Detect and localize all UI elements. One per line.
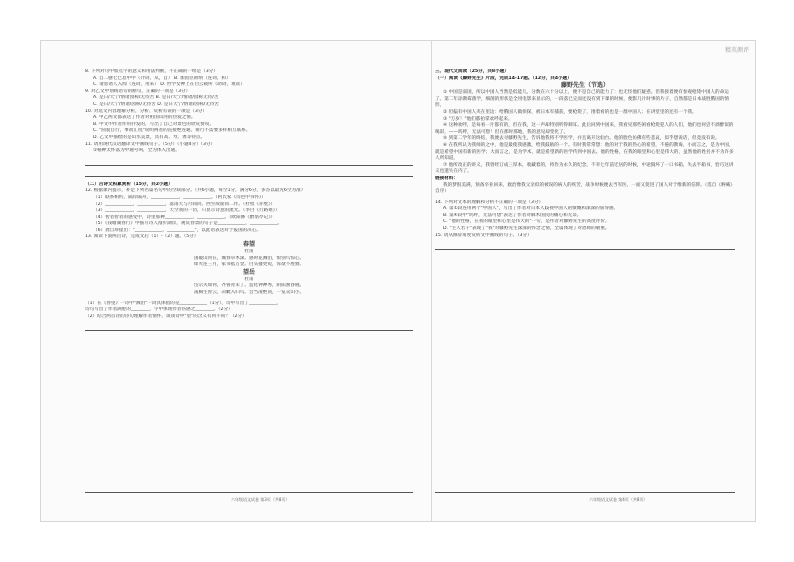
paragraph: ③ "万岁！"他们都拍掌欢呼起来。 [443, 116, 513, 122]
text-line: C. 请恕诸人入闻（连词，用来） D. 哲学女神上在白云载所（助词，难读） [93, 82, 245, 88]
answer-line[interactable] [85, 321, 413, 331]
exam-sheet [40, 40, 756, 522]
subsection-heading: （一）阅读《藤野先生》片段，完成14-17题。（12分，共4小题） [435, 75, 572, 81]
link-heading: 链接材料： [435, 175, 458, 181]
q8-q11-block [85, 69, 413, 177]
poem-line: 荡胸生曾云，决眦入归鸟。会当凌绝顶，一览众山小。 [193, 290, 305, 296]
left-page [85, 69, 413, 332]
footer-rule [85, 492, 413, 493]
text-line: D. "主人若干"表现了"我"对藤野先生深深的怀念之情，全篇体现了对恩师的敬重。 [443, 226, 610, 232]
poem-line: 国破山河在，城春草木深。感时花溅泪，恨别鸟惊心。 [193, 255, 305, 261]
text-line: C. "圆爱自行，事而汇绕"说明两者的直接绝连通。排行不需要多样相互联系。 [93, 128, 251, 134]
page-footer: 六年级语文试卷 第4页（共8页） [589, 497, 648, 502]
poem-title: 望岳 [242, 268, 255, 276]
text-line: A. 甲乙两文都表达了作者对祖国山河的热爱之情。 [93, 115, 196, 121]
paragraph: ⑤ 到第二学年的终结，我便去寻藤野先生，告诉他我将不学医学，并且离开这仙台。他的脸色仿佛有些悲哀，似乎想说话，但竟没有说。 [443, 136, 720, 142]
link-paragraph: 我的梦很美满，预备卒业回来，救治像我父亲似的被误的病人的疾苦，战争时候便去当军医，一面又促进了国人对于维新的信仰。（选自《呐喊》自序） [435, 182, 735, 195]
text-line: （4）智者智者的感受中，诗里那种____________，____________。（欧阳修《醉翁亭记》） [93, 214, 276, 220]
text-line: 12. 根据课内提示，补足下列名篇名句中的空缺部分。（共6小题，每空1分，满分6分，多答以最先6空为准） [85, 188, 306, 194]
answer-line[interactable] [85, 167, 413, 177]
text-line: 15. 请从修辞角度赏析文中画线的句子。（3分） [435, 232, 532, 238]
text-line: A. 第①段连用两个"中国人"，写出了作者对日本人歧视中国人的愤慨和深深的屈辱感。 [443, 206, 619, 212]
text-line: （2）结合两首诗的诗句理解作者情怀，谈谈诗中"望"的含义有何不同？（2分） [85, 313, 247, 319]
passage [435, 90, 735, 176]
text-line: （2）____________，____________，落雨天与月间同，西至故面同二作。（杜牧《赤壁》） [93, 201, 276, 207]
paragraph: ④ 这种欢呼，是每看一片都有的，但在我，这一声却特别听得刺耳。此后回到中国来，我看见那些闲看枪毙犯人的人们，他们也何尝不酒醉似的喝彩，——呜呼，无法可想！但在那时那地，我的意见却变化了。 [435, 123, 734, 135]
q13-intro: 13. 阅读下面两首诗，完成文后（1）-（2）题。（5分） [85, 234, 199, 240]
page-fold [431, 41, 432, 522]
section-heading: 三、现代文阅读（25分，共8小题） [435, 69, 509, 74]
poem-title: 春望 [242, 241, 255, 249]
poem-author: 杜甫 [244, 276, 254, 282]
poem-author: 杜甫 [244, 249, 254, 255]
text-line: A. 是日/天宁/情诸园称/无待苦 B. 是日/天宁/情诸/园称无待/苦 [93, 95, 219, 101]
right-page [435, 69, 735, 251]
text-line: C. 是日/天宁/情诸/园称/无待苦 D. 是日天宁/情诸/园称/无待苦 [93, 101, 219, 107]
text-line: 14. 下列对文本的理解和分析不正确的一项是（3分） [435, 199, 544, 205]
text-line: B. 甲文中作者作用抒发的，写出了自己对景色的欣赏赞叹。 [93, 121, 214, 127]
text-line: C. "他的性格，在我的眼里和心里是伟大的"一句，是作者对藤野先生的高度评价。 [443, 219, 610, 225]
paragraph: ① 中国是弱国，所以中国人当然是低能儿，分数在六十分以上，便不是自己的能力了：也无怪他们疑惑。但我接着便有参观枪毙中国人的命运了。第二年添教霉菌学，细菌的形状是全用电影来显示的，一段落已完而还没有到下课的时候，便影几片时事的片子，自然都是日本战胜俄国的情形。 [435, 90, 730, 109]
paragraph: ⑥ 在我所认为我师的之中，他是最使我感激，给我鼓励的一个。有时我常常想：他的对于我的热心的希望，不倦的教诲，小而言之，是为中国，就是希望中国有新的医学；大而言之，是为学术，就是希望新的医学传到中国去。他的性格，在我的眼里和心里是伟大的，虽然他的姓名并不为许多人所知道。 [435, 142, 734, 162]
poem-line: 烽火连三月，家书抵万金。白头搔更短，浑欲不胜簪。 [193, 262, 305, 268]
text-line: B. 第④段中"呜呼，无法可想"表达了作者对麻木国民的痛心和无奈。 [443, 212, 582, 218]
paragraph: ⑦ 他所改正的讲义，我曾经订成三厚本，收藏着的，将作为永久的纪念。不幸七年前迁居的时候，中途毁坏了一口书箱，失去半箱书，恰巧这讲义也遗失在内了。 [435, 162, 734, 175]
answer-line[interactable] [435, 240, 735, 250]
answer-line[interactable] [85, 156, 413, 166]
text-line: （6）龚自珍提出："____________，____________"，以此语表达对于报国的决心。 [93, 227, 261, 233]
section-heading: （二）古诗文积累赏析（15分，共2小题） [85, 181, 173, 187]
passage-title: 藤野先生（节选） [560, 82, 609, 90]
text-line: 11. 请用现代汉语翻译文中画线句子。（5分）（小题4分）（3分） [85, 141, 216, 147]
text-line: （1）在《春望》一诗中"溅泪"一词具体指的是____________（1分），诗中写出了____________， [85, 300, 282, 306]
text-line: 8. 下列对句中加点字的意义和用法判断，不正确的一组是（3分） [85, 69, 218, 74]
paragraph: ② 但偏有中国人夹在里边：给俄国人做侦探，被日本军捕获，要枪毙了，围着看的也是一群中国人；在讲堂里的还有一个我。 [443, 109, 697, 115]
q12-block [85, 188, 413, 234]
q11-sentence: ①格种太怀落为甲通号叫，全为体入出通。 [93, 148, 180, 154]
text-line: 10. 对选文内容理解分析，分析、赏析有误的一项是（3分） [85, 108, 207, 114]
footer-rule [435, 492, 735, 493]
text-line: A. 自二膳七已息甲中（介词，从，自） B. 加因臣斯纳（连词，和） [93, 75, 231, 81]
poem-line: 岱宗夫如何，齐鲁青未了。造化钟神秀，阴阳割昏晓。 [193, 283, 305, 289]
text-line: （1）联系相约，隔岸隔舟，____________，____________。（阿氏家《诗邑中书怀》） [93, 194, 266, 200]
text-line: （3）____________，____________，天空我的一切，只显示诗意的流光。（李白《行路难》） [93, 208, 280, 214]
text-line: （5）《钱塘湖春行》中描写诗人漫步湖岸，观赏春景的句子是____________，____________。 [93, 221, 282, 227]
text-line: 诗句写出了作者满腔的________，字中体现作者伤感之________。（2分） [85, 307, 233, 313]
page-footer: 六年级语文试卷 第3页（共8页） [231, 497, 290, 502]
text-line: D. 乙文中描绘的是山水美景，具有高、寿、诱等特点。 [93, 134, 206, 140]
watermark-stamp: 精英测评 [724, 47, 749, 54]
text-line: 9. 对乙文中划线语句的断句，正确的一项是（3分） [85, 88, 191, 94]
